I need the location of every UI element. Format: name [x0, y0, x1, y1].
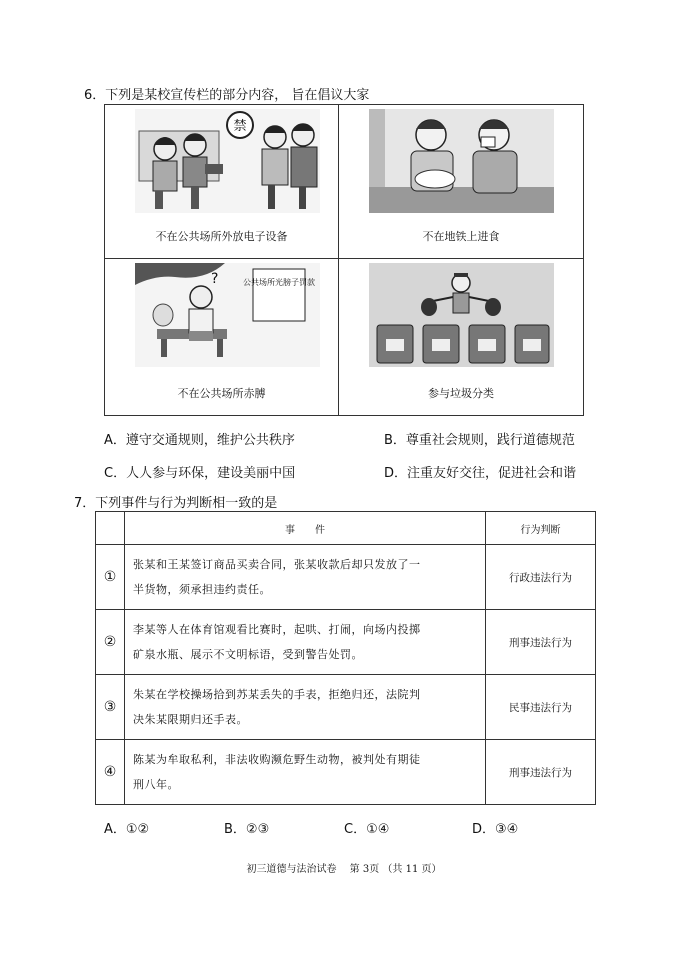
q7-option-d[interactable]: D．③④ [472, 822, 519, 837]
event-line-1: 朱某在学校操场拾到苏某丢失的手表，拒绝归还，法院判 [133, 688, 421, 701]
table-row [96, 610, 596, 675]
subway-eating-illustration [369, 109, 554, 213]
event-text [125, 610, 486, 675]
people-loud-device-illustration [135, 109, 320, 213]
q6-option-a[interactable]: A．遵守交通规则，维护公共秩序 [104, 433, 295, 448]
events-table [95, 511, 596, 805]
event-text [125, 545, 486, 610]
row-number: ② [96, 610, 125, 675]
panel-2-caption: 不在地铁上进食 [422, 230, 500, 243]
table-row [96, 740, 596, 805]
svg-text:?: ? [211, 271, 219, 287]
judgement-text: 行政违法行为 [486, 545, 596, 610]
event-line-2: 刑八年。 [133, 778, 179, 791]
poster-panel-1 [105, 105, 338, 258]
event-line-1: 李某等人在体育馆观看比赛时，起哄、打闹，向场内投掷 [133, 623, 421, 636]
judgement-text: 刑事违法行为 [486, 610, 596, 675]
row-number: ③ [96, 675, 125, 740]
table-row [96, 545, 596, 610]
page-footer: 初三道德与法治试卷 第 3页 （共 11 页） [246, 864, 442, 875]
question-6-stem: 6．下列是某校宣传栏的部分内容， 旨在倡议大家 [84, 88, 370, 103]
q6-option-b[interactable]: B．尊重社会规则，践行道德规范 [384, 433, 575, 448]
q7-option-b[interactable]: B．②③ [224, 822, 270, 837]
event-line-1: 张某和王某签订商品买卖合同，张某收款后却只发放了一 [133, 558, 421, 571]
header-judgement: 行为判断 [486, 512, 596, 545]
q6-option-c[interactable]: C．人人参与环保，建设美丽中国 [104, 466, 296, 481]
question-7-stem: 7．下列事件与行为判断相一致的是 [74, 496, 278, 511]
table-row [96, 675, 596, 740]
judgement-text: 民事违法行为 [486, 675, 596, 740]
panel-3-caption: 不在公共场所赤膊 [177, 387, 266, 400]
header-blank [96, 512, 125, 545]
fine-notice-text: 公共场所光膀子罚款 [243, 278, 315, 287]
garbage-sorting-illustration [369, 263, 554, 367]
panel-1-caption: 不在公共场所外放电子设备 [155, 230, 288, 243]
shirtless-man-illustration [135, 263, 320, 367]
event-line-2: 矿泉水瓶、展示不文明标语，受到警告处罚。 [133, 648, 363, 661]
event-text [125, 740, 486, 805]
q7-option-a[interactable]: A．①② [104, 822, 150, 837]
poster-panel-4 [338, 258, 583, 415]
event-line-2: 半货物，须承担违约责任。 [133, 583, 271, 596]
judgement-text: 刑事违法行为 [486, 740, 596, 805]
poster-panel-2 [338, 105, 583, 258]
q7-option-c[interactable]: C．①④ [344, 822, 390, 837]
q6-option-d[interactable]: D．注重友好交往，促进社会和谐 [384, 466, 577, 481]
event-text [125, 675, 486, 740]
panel-4-caption: 参与垃圾分类 [428, 387, 494, 400]
poster-panel-3 [105, 258, 338, 415]
event-line-2: 决朱某限期归还手表。 [133, 713, 248, 726]
row-number: ④ [96, 740, 125, 805]
header-event: 事 件 [125, 512, 486, 545]
ban-sign-text: 禁 [233, 119, 247, 134]
poster-panel-grid [104, 104, 584, 416]
table-header-row [96, 512, 596, 545]
row-number: ① [96, 545, 125, 610]
event-line-1: 陈某为牟取私利，非法收购濒危野生动物，被判处有期徒 [133, 753, 421, 766]
